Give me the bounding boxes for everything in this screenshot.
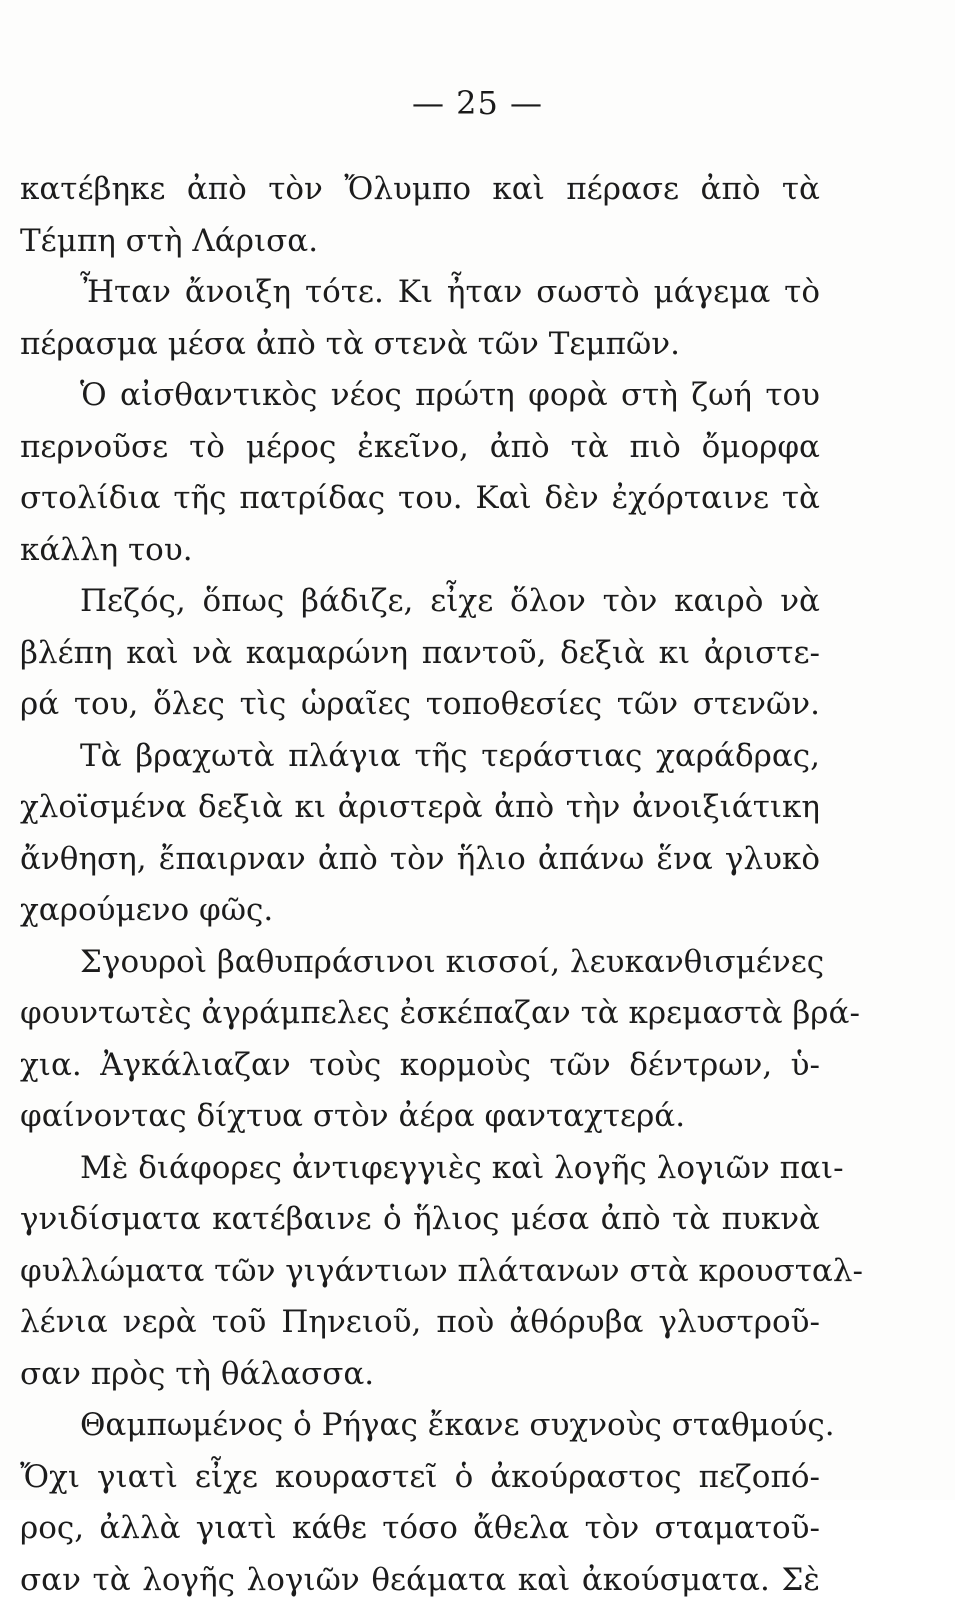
page-number: — 25 — bbox=[0, 84, 955, 122]
text-line: φυλλώματα τῶν γιγάντιων πλάτανων στὰ κρουσταλ- bbox=[20, 1246, 820, 1298]
text-line: Θαμπωμένος ὁ Ρήγας ἔκανε συχνοὺς σταθμούς. bbox=[20, 1400, 820, 1452]
text-line: ρά του, ὅλες τὶς ὡραῖες τοποθεσίες τῶν στενῶν. bbox=[20, 679, 820, 731]
text-line: κατέβηκε ἀπὸ τὸν Ὄλυμπο καὶ πέρασε ἀπὸ τὰ bbox=[20, 164, 820, 216]
text-line: Ὄχι γιατὶ εἶχε κουραστεῖ ὁ ἀκούραστος πεζοπό- bbox=[20, 1452, 820, 1504]
text-line: χαρούμενο φῶς. bbox=[20, 885, 820, 937]
text-line: φουντωτὲς ἀγράμπελες ἐσκέπαζαν τὰ κρεμαστὰ βρά- bbox=[20, 988, 820, 1040]
text-line: Πεζός, ὅπως βάδιζε, εἶχε ὅλον τὸν καιρὸ νὰ bbox=[20, 576, 820, 628]
text-line: ἄνθηση, ἔπαιρναν ἀπὸ τὸν ἥλιο ἀπάνω ἕνα γλυκὸ bbox=[20, 834, 820, 886]
text-line: πέρασμα μέσα ἀπὸ τὰ στενὰ τῶν Τεμπῶν. bbox=[20, 319, 820, 371]
text-line: περνοῦσε τὸ μέρος ἐκεῖνο, ἀπὸ τὰ πιὸ ὄμορφα bbox=[20, 422, 820, 474]
text-line: ρος, ἀλλὰ γιατὶ κάθε τόσο ἄθελα τὸν σταματοῦ- bbox=[20, 1503, 820, 1555]
text-line: γνιδίσματα κατέβαινε ὁ ἥλιος μέσα ἀπὸ τὰ πυκνὰ bbox=[20, 1194, 820, 1246]
text-line: λένια νερὰ τοῦ Πηνειοῦ, ποὺ ἀθόρυβα γλυστροῦ- bbox=[20, 1297, 820, 1349]
text-line: Μὲ διάφορες ἀντιφεγγιὲς καὶ λογῆς λογιῶν παι- bbox=[20, 1143, 820, 1195]
text-line: σαν πρὸς τὴ θάλασσα. bbox=[20, 1349, 820, 1401]
text-line: βλέπη καὶ νὰ καμαρώνη παντοῦ, δεξιὰ κι ἀριστε- bbox=[20, 628, 820, 680]
text-line: φαίνοντας δίχτυα στὸν ἀέρα φανταχτερά. bbox=[20, 1091, 820, 1143]
text-line: σαν τὰ λογῆς λογιῶν θεάματα καὶ ἀκούσματα. Σὲ bbox=[20, 1555, 820, 1606]
text-line: Τὰ βραχωτὰ πλάγια τῆς τεράστιας χαράδρας, bbox=[20, 731, 820, 783]
text-line: Τέμπη στὴ Λάρισα. bbox=[20, 216, 820, 268]
text-line: κάλλη του. bbox=[20, 525, 820, 577]
text-line: Ἦταν ἄνοιξη τότε. Κι ἦταν σωστὸ μάγεμα τὸ bbox=[20, 267, 820, 319]
text-line: Ὁ αἰσθαντικὸς νέος πρώτη φορὰ στὴ ζωή του bbox=[20, 370, 820, 422]
text-line: χια. Ἀγκάλιαζαν τοὺς κορμοὺς τῶν δέντρων, ὑ- bbox=[20, 1040, 820, 1092]
text-line: Σγουροὶ βαθυπράσινοι κισσοί, λευκανθισμένες bbox=[20, 937, 820, 989]
text-line: χλοϊσμένα δεξιὰ κι ἀριστερὰ ἀπὸ τὴν ἀνοιξιάτικη bbox=[20, 782, 820, 834]
text-line: στολίδια τῆς πατρίδας του. Καὶ δὲν ἐχόρταινε τὰ bbox=[20, 473, 820, 525]
body-text bbox=[20, 164, 820, 1606]
